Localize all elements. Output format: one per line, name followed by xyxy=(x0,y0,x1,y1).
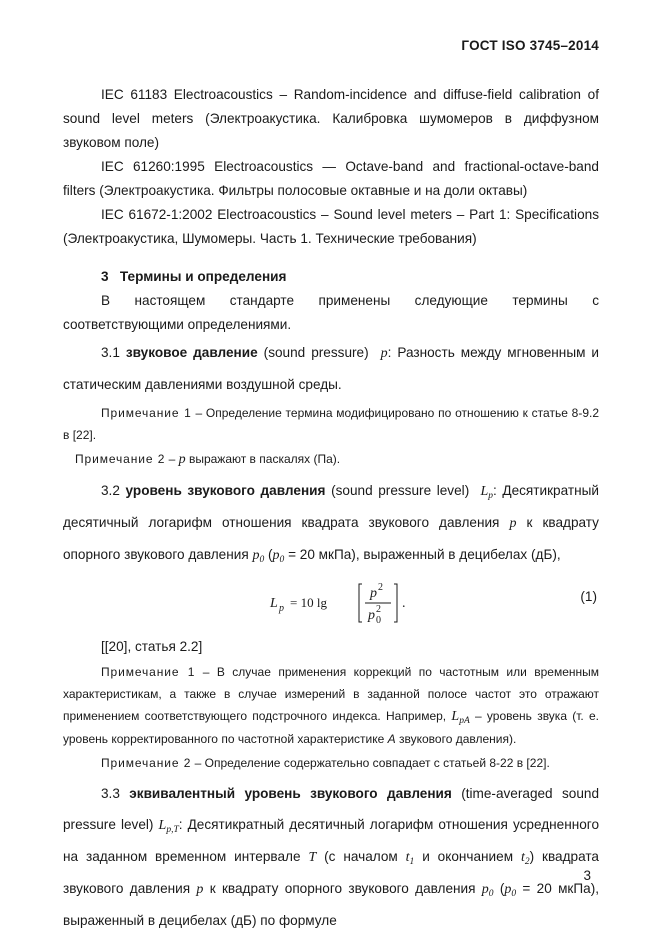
term-definition-cont: ) квадрата звукового давления xyxy=(63,849,599,896)
term-3-2 xyxy=(63,475,599,571)
term-name: звуковое давление xyxy=(125,345,258,360)
term-english: (time-averaged sound pressure level) xyxy=(63,786,600,832)
term-english: (sound pressure level) xyxy=(331,483,470,498)
page-number: 3 xyxy=(583,868,591,883)
symbol-p0: $p_0$ xyxy=(481,882,494,899)
term-number: 3.1 xyxy=(101,345,120,360)
term-definition-cont: = 20 мкПа), выраженный в децибелах (дБ), xyxy=(284,547,561,562)
symbol-p: p xyxy=(509,516,517,531)
term-name: уровень звукового давления xyxy=(125,483,326,498)
term-definition-cont: к квадрату опорного звукового давления xyxy=(63,515,599,562)
page-header-standard: ГОСТ ISO 3745–2014 xyxy=(461,38,599,53)
note-text: – Определение термина модифицировано по отношению к статье 8-9.2 в [22]. xyxy=(63,406,599,442)
note-label: Примечание 1 xyxy=(101,665,196,679)
note-dash: – xyxy=(165,452,179,466)
reference-code: IEC 61260:1995 Electroacoustics — Octave-band and fractional-octave-band filters xyxy=(63,159,599,198)
term-3-1-note-1 xyxy=(63,402,599,446)
formula-end: . xyxy=(402,596,406,611)
formula xyxy=(264,573,444,631)
term-definition-cont: (с началом xyxy=(316,849,406,864)
note-text-cont: – уровень звука (т. е. уровень корректированного по частотной характеристике xyxy=(63,709,599,746)
equation-number: (1) xyxy=(580,589,597,604)
reference-translation: (Электроакустика. Калибровка шумомеров в диффузном звуковом поле) xyxy=(63,111,599,150)
section-intro: В настоящем стандарте применены следующие термины с соответствующими определениями. xyxy=(63,293,599,332)
equation-1 xyxy=(63,573,599,631)
term-definition-cont: ( xyxy=(264,547,273,562)
term-name: эквивалентный уровень звукового давления xyxy=(129,786,452,801)
symbol-p0: $p_0$ xyxy=(272,548,285,565)
term-definition-cont: ( xyxy=(493,881,505,896)
reference-translation: (Электроакустика. Фильтры полосовые октавные и на доли октавы) xyxy=(99,183,528,198)
note-label: Примечание 2 xyxy=(75,452,166,466)
term-definition: : Разность между мгновенным и статическим давлениями воздушной среды. xyxy=(63,345,599,392)
term-number: 3.2 xyxy=(101,483,120,498)
reference-code: IEC 61672-1:2002 Electroacoustics – Sound level meters – Part 1: Specifications xyxy=(101,207,599,222)
note-label: Примечание 1 xyxy=(101,406,192,420)
formula-eq: = 10 lg xyxy=(290,595,327,610)
reference-code: IEC 61183 Electroacoustics – Random-incidence and diffuse-field calibration of sound level meters xyxy=(63,87,599,126)
section-title: Термины и определения xyxy=(119,269,287,284)
formula-L: L xyxy=(270,596,278,611)
symbol-t1: $t_1$ xyxy=(405,850,415,867)
term-definition: : Десятикратный десятичный логарифм отношения квадрата звукового давления xyxy=(63,483,599,530)
formula-den-p: p xyxy=(368,608,375,623)
symbol-T: T xyxy=(308,850,317,865)
term-definition-cont: и окончанием xyxy=(414,849,521,864)
note-symbol: $L_{pA}$ xyxy=(451,709,470,726)
reference-item xyxy=(63,203,599,251)
reference-item xyxy=(63,155,599,203)
symbol-t2: $t_2$ xyxy=(520,850,530,867)
note-symbol: p xyxy=(178,452,186,467)
formula-bracket-right xyxy=(394,584,397,622)
reference-item xyxy=(63,83,599,155)
note-text-cont: звукового давления). xyxy=(395,732,517,746)
symbol-p: p xyxy=(196,882,204,897)
term-3-1-note-2 xyxy=(63,448,599,471)
term-3-1 xyxy=(63,337,599,400)
formula-num-p: p xyxy=(370,586,377,601)
term-definition: : Десятикратный десятичный логарифм отношения усредненного на заданном временном интервале xyxy=(63,817,600,864)
symbol-p0: $p_0$ xyxy=(504,882,517,899)
note-italic-a: А xyxy=(387,732,396,746)
term-3-3 xyxy=(63,778,599,936)
note-text: выражают в паскалях (Па). xyxy=(185,452,341,466)
section-number: 3 xyxy=(101,269,109,284)
formula-den-sub: 0 xyxy=(376,615,381,626)
reference-translation: (Электроакустика, Шумомеры. Часть 1. Технические требования) xyxy=(63,231,477,246)
term-3-2-note-1 xyxy=(63,661,599,750)
page-content xyxy=(63,83,599,936)
term-definition-cont: к квадрату опорного звукового давления xyxy=(203,881,482,896)
term-number: 3.3 xyxy=(101,786,120,801)
term-3-2-source: [[20], статья 2.2] xyxy=(101,639,203,654)
note-text: – Определение содержательно совпадает с статьей 8-22 в [22]. xyxy=(191,756,550,770)
formula-den-sup: 2 xyxy=(376,604,381,615)
note-text: – В случае применения коррекций по частотным или временным характеристикам, а также в случае измерений в заданной полосе частот это отражают применением соответствующего подстрочного индекса. Например, xyxy=(63,665,600,723)
term-symbol: $L_p$ xyxy=(480,484,493,501)
term-symbol: p xyxy=(380,346,388,361)
formula-bracket-left xyxy=(359,584,362,622)
symbol-p0: $p_0$ xyxy=(252,548,265,565)
section-heading xyxy=(63,265,599,289)
term-english: (sound pressure) xyxy=(263,345,369,360)
term-3-2-note-2 xyxy=(63,752,599,774)
formula-L-sub: p xyxy=(279,603,284,614)
term-symbol: $L_{p,T}$ xyxy=(158,818,179,835)
note-label: Примечание 2 xyxy=(101,756,192,770)
term-definition-cont: = 20 мкПа), выраженный в децибелах (дБ) по формуле xyxy=(63,881,599,928)
formula-num-sup: 2 xyxy=(378,582,383,593)
